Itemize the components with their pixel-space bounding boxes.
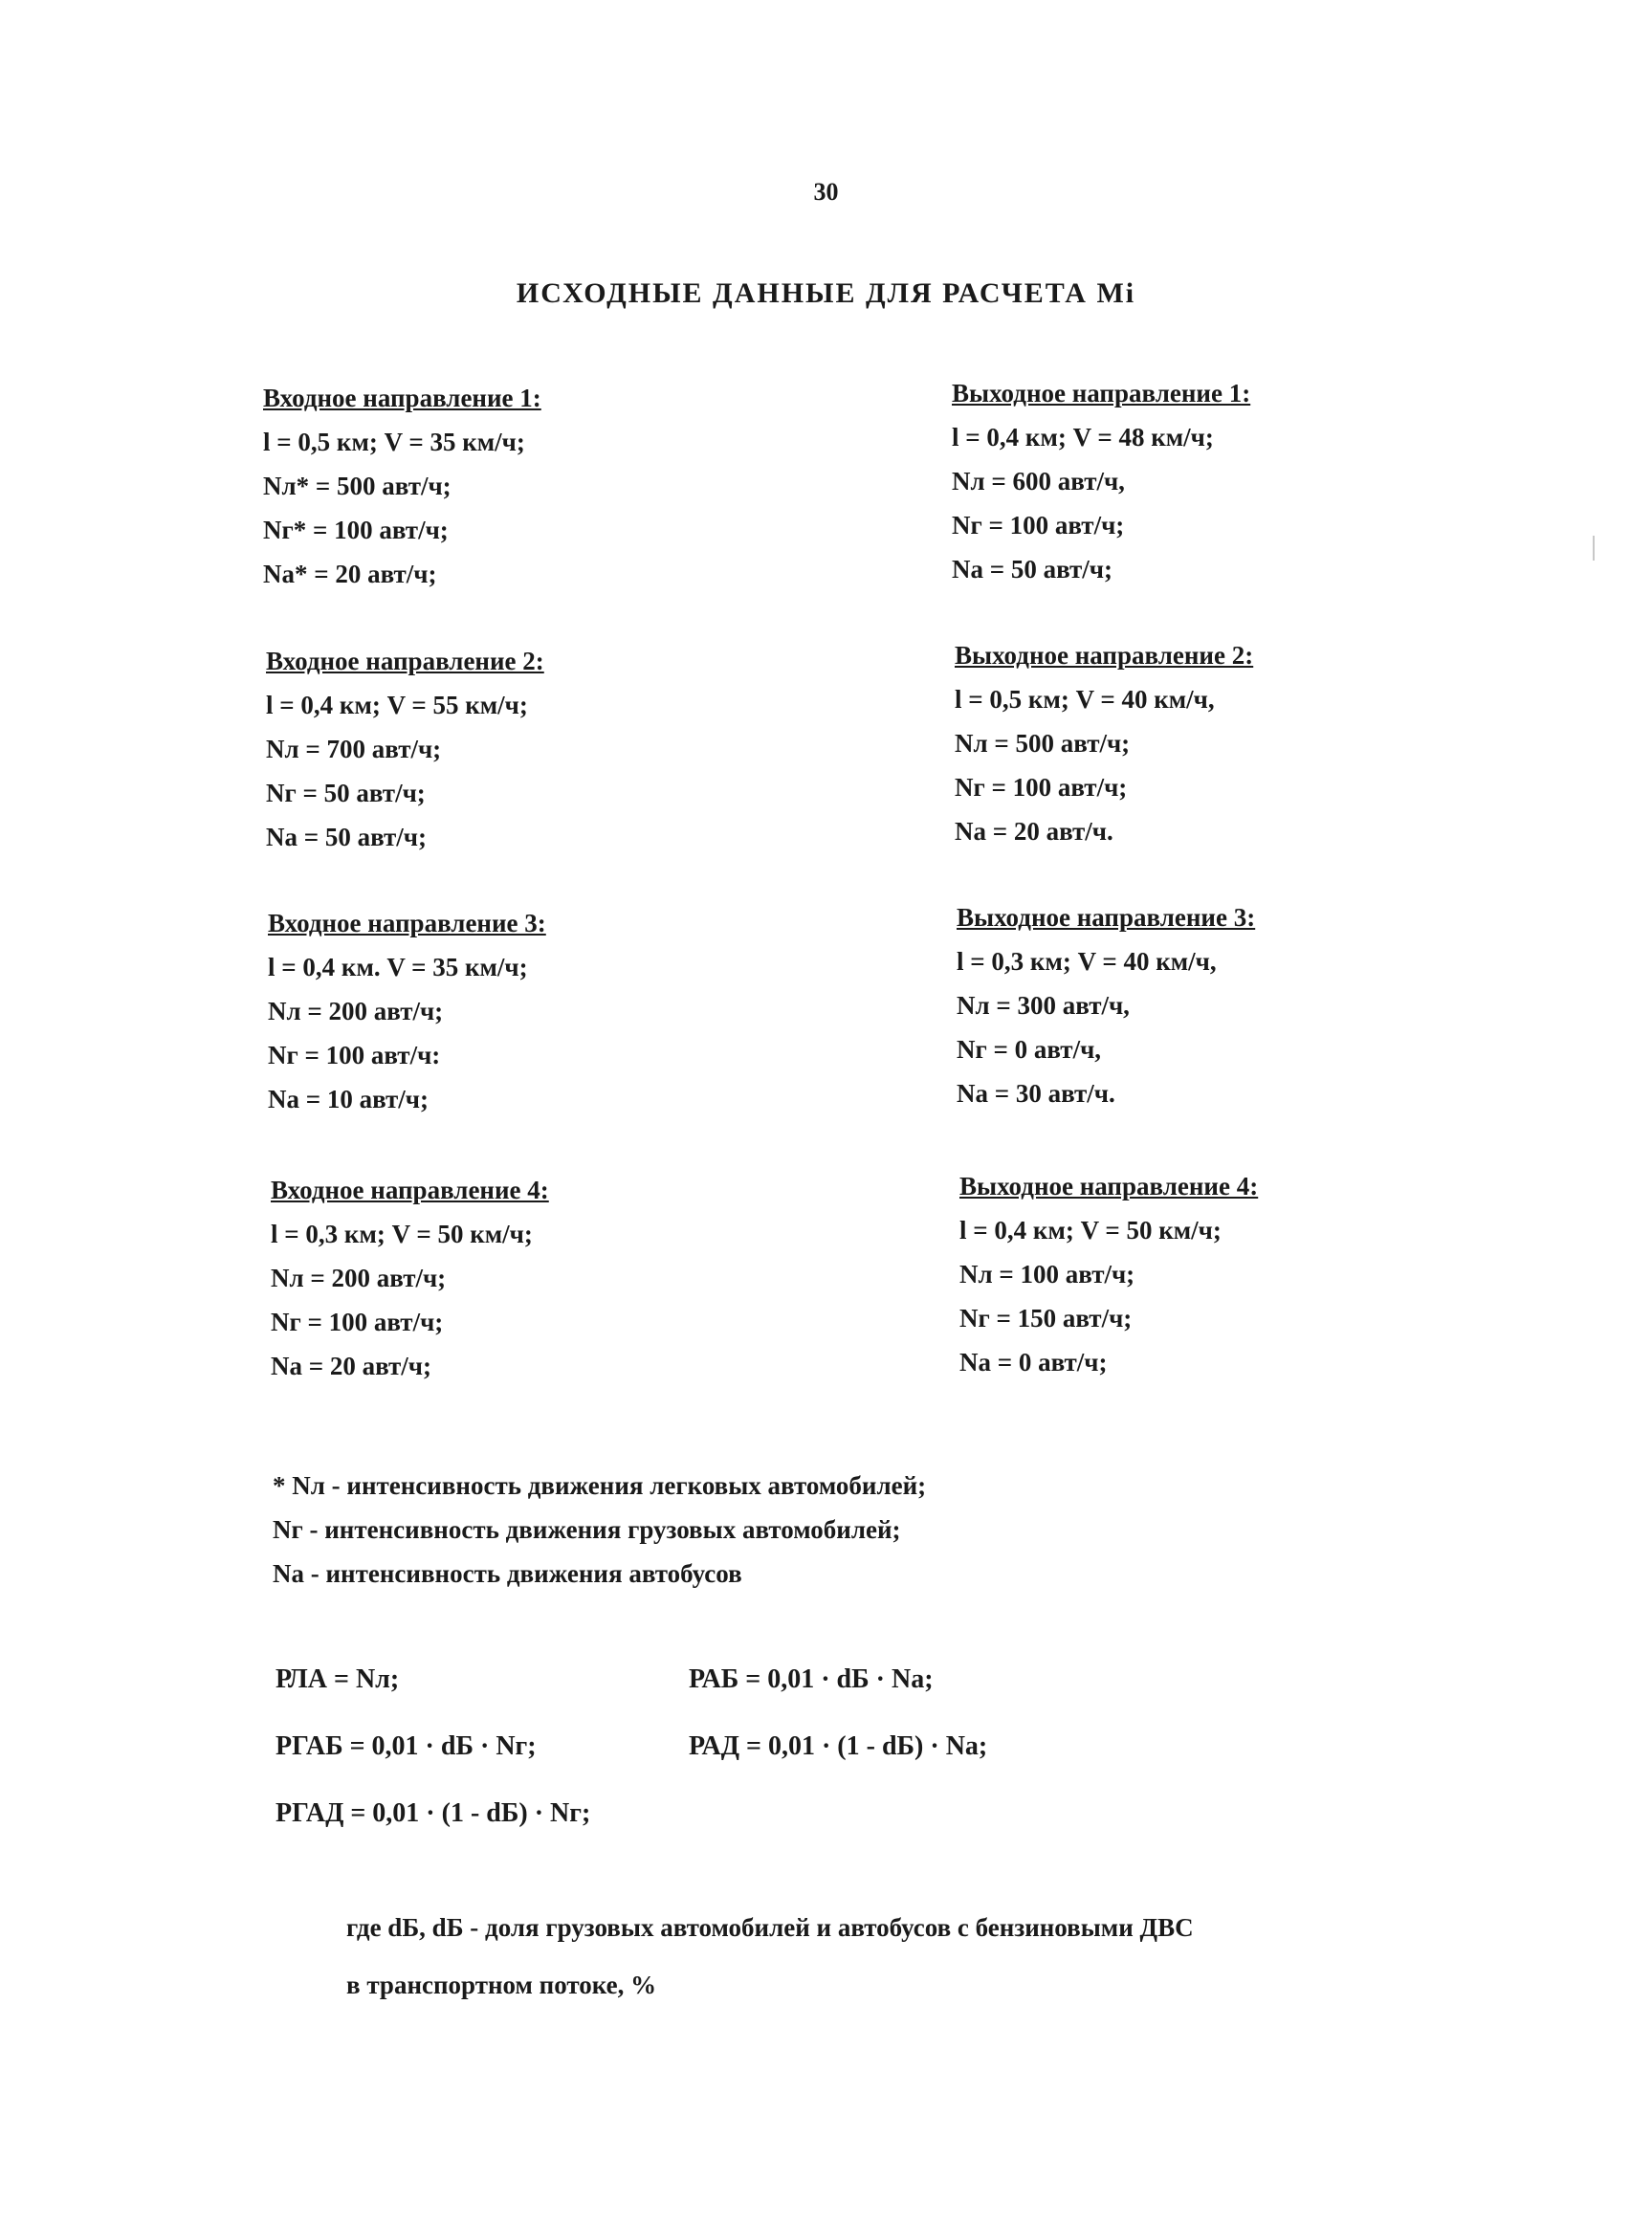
- direction-param-cars: Nл = 500 авт/ч;: [955, 729, 1131, 758]
- direction-param-buses: Nа = 50 авт/ч;: [266, 823, 428, 851]
- input-direction-4: [271, 1168, 806, 1388]
- direction-param-buses: Nа = 20 авт/ч;: [271, 1352, 432, 1380]
- footnote-cars: * Nл - интенсивность движения легковых автомобилей;: [273, 1471, 927, 1500]
- formula-explanation: [346, 1899, 1303, 2014]
- direction-param-trucks: Nг = 100 авт/ч;: [952, 511, 1125, 540]
- direction-param-buses: Nа = 0 авт/ч;: [959, 1348, 1108, 1377]
- direction-param-trucks: Nг = 100 авт/ч;: [955, 773, 1128, 802]
- formula-rla: РЛА = Nл;: [275, 1664, 400, 1694]
- direction-param-cars: Nл = 300 авт/ч,: [957, 991, 1130, 1020]
- direction-heading: Входное направление 3:: [268, 909, 546, 937]
- direction-heading: Выходное направление 2:: [955, 641, 1254, 670]
- direction-param-trucks: Nг = 100 авт/ч;: [271, 1308, 444, 1336]
- direction-param-cars: Nл = 200 авт/ч;: [268, 997, 444, 1025]
- direction-param-length-speed: l = 0,5 км; V = 35 км/ч;: [263, 428, 525, 456]
- direction-param-length-speed: l = 0,5 км; V = 40 км/ч,: [955, 685, 1215, 714]
- explanation-line: где dБ, dБ - доля грузовых автомобилей и автобусов с бензиновыми ДВС: [346, 1913, 1194, 1942]
- direction-heading: Выходное направление 3:: [957, 903, 1256, 932]
- direction-heading: Входное направление 4:: [271, 1176, 549, 1204]
- footnote-trucks: Nг - интенсивность движения грузовых автомобилей;: [273, 1515, 901, 1544]
- direction-param-length-speed: l = 0,4 км; V = 50 км/ч;: [959, 1216, 1222, 1245]
- direction-param-cars: Nл = 200 авт/ч;: [271, 1264, 447, 1292]
- footnotes: [273, 1464, 1325, 1596]
- direction-param-buses: Nа = 30 авт/ч.: [957, 1079, 1115, 1108]
- direction-heading: Входное направление 2:: [266, 647, 544, 675]
- output-direction-3: [957, 895, 1492, 1115]
- direction-param-cars: Nл* = 500 авт/ч;: [263, 472, 452, 500]
- direction-heading: Выходное направление 4:: [959, 1172, 1259, 1201]
- direction-param-length-speed: l = 0,3 км; V = 50 км/ч;: [271, 1220, 533, 1248]
- formula-rgad: РГАД = 0,01 · (1 - dБ) · Nг;: [275, 1798, 591, 1828]
- direction-param-length-speed: l = 0,4 км; V = 55 км/ч;: [266, 691, 528, 719]
- scan-artifact-mark: [1593, 536, 1595, 561]
- direction-param-buses: Nа* = 20 авт/ч;: [263, 560, 437, 588]
- footnote-buses: Nа - интенсивность движения автобусов: [273, 1559, 742, 1588]
- direction-heading: Выходное направление 1:: [952, 379, 1251, 408]
- direction-param-trucks: Nг* = 100 авт/ч;: [263, 516, 449, 544]
- direction-param-buses: Nа = 20 авт/ч.: [955, 817, 1113, 846]
- direction-param-trucks: Nг = 150 авт/ч;: [959, 1304, 1133, 1333]
- direction-param-length-speed: l = 0,4 км; V = 48 км/ч;: [952, 423, 1214, 452]
- direction-param-trucks: Nг = 100 авт/ч:: [268, 1041, 441, 1069]
- direction-param-trucks: Nг = 0 авт/ч,: [957, 1035, 1102, 1064]
- direction-heading: Входное направление 1:: [263, 384, 541, 412]
- output-direction-1: [952, 371, 1487, 591]
- page-number: 30: [813, 178, 839, 206]
- direction-param-buses: Nа = 10 авт/ч;: [268, 1085, 430, 1113]
- formula-rgab: РГАБ = 0,01 · dБ · Nг;: [275, 1731, 537, 1761]
- page-title: ИСХОДНЫЕ ДАННЫЕ ДЛЯ РАСЧЕТА Mi: [516, 277, 1136, 309]
- output-direction-2: [955, 633, 1490, 853]
- formula-rab: РАБ = 0,01 · dБ · Nа;: [689, 1664, 934, 1694]
- direction-param-cars: Nл = 100 авт/ч;: [959, 1260, 1135, 1289]
- direction-param-length-speed: l = 0,3 км; V = 40 км/ч,: [957, 947, 1217, 976]
- input-direction-3: [268, 901, 804, 1121]
- input-direction-2: [266, 639, 802, 859]
- direction-param-trucks: Nг = 50 авт/ч;: [266, 779, 426, 807]
- direction-param-cars: Nл = 700 авт/ч;: [266, 735, 442, 763]
- output-direction-4: [959, 1164, 1495, 1384]
- direction-param-cars: Nл = 600 авт/ч,: [952, 467, 1125, 496]
- direction-param-length-speed: l = 0,4 км. V = 35 км/ч;: [268, 953, 528, 981]
- formula-rad: РАД = 0,01 · (1 - dБ) · Nа;: [689, 1731, 988, 1761]
- direction-param-buses: Nа = 50 авт/ч;: [952, 555, 1113, 584]
- input-direction-1: [263, 376, 799, 596]
- explanation-line: в транспортном потоке, %: [346, 1971, 657, 1999]
